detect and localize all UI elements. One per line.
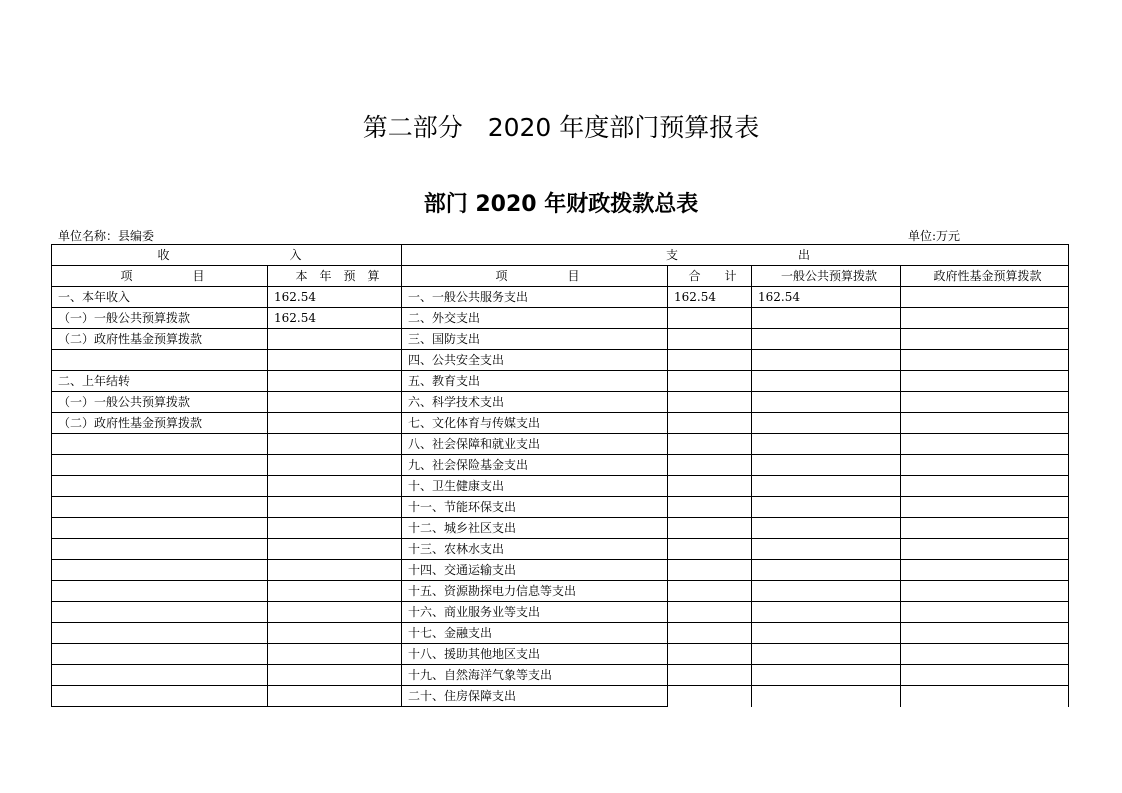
- total-cell: [668, 413, 752, 434]
- table-row: [52, 308, 1069, 329]
- table-row: [52, 644, 1069, 665]
- table-row: [52, 476, 1069, 497]
- income-budget-cell: 162.54: [268, 287, 402, 308]
- table-row: [52, 287, 1069, 308]
- general-budget-header: 一般公共预算拨款: [752, 266, 901, 287]
- fund-budget-cell: [901, 329, 1069, 350]
- general-budget-cell: [752, 350, 901, 371]
- income-item-cell: [52, 350, 268, 371]
- table-row: [52, 518, 1069, 539]
- total-cell: [668, 581, 752, 602]
- total-cell: [668, 455, 752, 476]
- general-budget-cell: [752, 644, 901, 665]
- expense-item-cell: 八、社会保障和就业支出: [402, 434, 668, 455]
- expense-item-cell: 四、公共安全支出: [402, 350, 668, 371]
- expense-item-cell: 二、外交支出: [402, 308, 668, 329]
- expense-item-cell: 十七、金融支出: [402, 623, 668, 644]
- total-cell: [668, 371, 752, 392]
- fund-budget-cell: [901, 371, 1069, 392]
- table-row: [52, 371, 1069, 392]
- income-item-cell: [52, 434, 268, 455]
- table-row: [52, 665, 1069, 686]
- income-item-header: 项 目: [52, 266, 268, 287]
- fund-budget-cell: [901, 686, 1069, 707]
- expense-item-cell: 十一、节能环保支出: [402, 497, 668, 518]
- expense-item-cell: 十四、交通运输支出: [402, 560, 668, 581]
- income-item-cell: [52, 602, 268, 623]
- budget-table: [51, 244, 1069, 707]
- general-budget-cell: 162.54: [752, 287, 901, 308]
- table-row: [52, 602, 1069, 623]
- header-row-2: [52, 266, 1069, 287]
- fund-budget-header: 政府性基金预算拨款: [901, 266, 1069, 287]
- table-row: [52, 434, 1069, 455]
- expense-item-cell: 十九、自然海洋气象等支出: [402, 665, 668, 686]
- total-cell: [668, 644, 752, 665]
- income-item-cell: [52, 623, 268, 644]
- fund-budget-cell: [901, 434, 1069, 455]
- page-title: 第二部分 2020 年度部门预算报表: [362, 113, 760, 142]
- table-row: [52, 497, 1069, 518]
- fund-budget-cell: [901, 539, 1069, 560]
- income-item-cell: 一、本年收入: [52, 287, 268, 308]
- total-cell: [668, 350, 752, 371]
- total-cell: [668, 434, 752, 455]
- income-budget-cell: [268, 602, 402, 623]
- income-item-cell: （一）一般公共预算拨款: [52, 308, 268, 329]
- income-budget-cell: [268, 560, 402, 581]
- income-header: 收 入: [52, 245, 402, 266]
- header-row-1: [52, 245, 1069, 266]
- table-row: [52, 560, 1069, 581]
- general-budget-cell: [752, 686, 901, 707]
- total-cell: [668, 392, 752, 413]
- total-cell: 162.54: [668, 287, 752, 308]
- table-row: [52, 350, 1069, 371]
- table-title: 部门 2020 年财政拨款总表: [423, 192, 699, 217]
- total-header: 合 计: [668, 266, 752, 287]
- income-item-cell: [52, 476, 268, 497]
- fund-budget-cell: [901, 455, 1069, 476]
- expense-item-cell: 一、一般公共服务支出: [402, 287, 668, 308]
- fund-budget-cell: [901, 350, 1069, 371]
- income-budget-cell: [268, 350, 402, 371]
- total-cell: [668, 518, 752, 539]
- income-item-cell: [52, 644, 268, 665]
- table-row: [52, 413, 1069, 434]
- fund-budget-cell: [901, 518, 1069, 539]
- general-budget-cell: [752, 434, 901, 455]
- unit-name-label: 单位名称：县编委: [58, 229, 155, 243]
- income-budget-cell: [268, 497, 402, 518]
- income-budget-cell: [268, 518, 402, 539]
- total-cell: [668, 497, 752, 518]
- fund-budget-cell: [901, 581, 1069, 602]
- expense-item-cell: 十六、商业服务业等支出: [402, 602, 668, 623]
- fund-budget-cell: [901, 287, 1069, 308]
- income-budget-cell: 162.54: [268, 308, 402, 329]
- expense-item-cell: 三、国防支出: [402, 329, 668, 350]
- expense-item-cell: 十八、援助其他地区支出: [402, 644, 668, 665]
- income-item-cell: 二、上年结转: [52, 371, 268, 392]
- income-item-cell: [52, 497, 268, 518]
- general-budget-cell: [752, 371, 901, 392]
- expense-item-cell: 二十、住房保障支出: [402, 686, 668, 707]
- general-budget-cell: [752, 497, 901, 518]
- general-budget-cell: [752, 665, 901, 686]
- expense-item-cell: 十二、城乡社区支出: [402, 518, 668, 539]
- income-item-cell: [52, 518, 268, 539]
- income-budget-cell: [268, 329, 402, 350]
- income-item-cell: [52, 581, 268, 602]
- total-cell: [668, 476, 752, 497]
- fund-budget-cell: [901, 602, 1069, 623]
- income-item-cell: [52, 455, 268, 476]
- general-budget-cell: [752, 623, 901, 644]
- total-cell: [668, 308, 752, 329]
- general-budget-cell: [752, 518, 901, 539]
- income-item-cell: [52, 560, 268, 581]
- income-item-cell: [52, 686, 268, 707]
- income-item-cell: （二）政府性基金预算拨款: [52, 413, 268, 434]
- total-cell: [668, 602, 752, 623]
- income-item-cell: [52, 539, 268, 560]
- income-budget-cell: [268, 623, 402, 644]
- expense-item-cell: 九、社会保险基金支出: [402, 455, 668, 476]
- fund-budget-cell: [901, 497, 1069, 518]
- income-budget-cell: [268, 434, 402, 455]
- total-cell: [668, 560, 752, 581]
- table-row: [52, 539, 1069, 560]
- expense-item-cell: 五、教育支出: [402, 371, 668, 392]
- income-item-cell: （二）政府性基金预算拨款: [52, 329, 268, 350]
- expense-item-cell: 六、科学技术支出: [402, 392, 668, 413]
- table-row: [52, 623, 1069, 644]
- general-budget-cell: [752, 602, 901, 623]
- fund-budget-cell: [901, 623, 1069, 644]
- total-cell: [668, 623, 752, 644]
- table-row: [52, 581, 1069, 602]
- unit-label: 单位:万元: [908, 229, 961, 243]
- income-budget-cell: [268, 581, 402, 602]
- total-cell: [668, 686, 752, 707]
- table-row: [52, 455, 1069, 476]
- general-budget-cell: [752, 581, 901, 602]
- fund-budget-cell: [901, 665, 1069, 686]
- income-item-cell: [52, 665, 268, 686]
- general-budget-cell: [752, 392, 901, 413]
- fund-budget-cell: [901, 413, 1069, 434]
- general-budget-cell: [752, 413, 901, 434]
- general-budget-cell: [752, 539, 901, 560]
- income-budget-cell: [268, 413, 402, 434]
- expense-item-cell: 十三、农林水支出: [402, 539, 668, 560]
- income-budget-cell: [268, 644, 402, 665]
- expense-item-cell: 十五、资源勘探电力信息等支出: [402, 581, 668, 602]
- expense-header: 支 出: [402, 245, 1069, 266]
- income-budget-cell: [268, 392, 402, 413]
- fund-budget-cell: [901, 392, 1069, 413]
- general-budget-cell: [752, 329, 901, 350]
- general-budget-cell: [752, 476, 901, 497]
- income-budget-cell: [268, 455, 402, 476]
- budget-header: 本 年 预 算: [268, 266, 402, 287]
- total-cell: [668, 665, 752, 686]
- expense-item-cell: 十、卫生健康支出: [402, 476, 668, 497]
- income-budget-cell: [268, 665, 402, 686]
- total-cell: [668, 539, 752, 560]
- fund-budget-cell: [901, 644, 1069, 665]
- general-budget-cell: [752, 560, 901, 581]
- income-budget-cell: [268, 686, 402, 707]
- expense-item-header: 项 目: [402, 266, 668, 287]
- table-row: [52, 392, 1069, 413]
- income-budget-cell: [268, 371, 402, 392]
- income-budget-cell: [268, 476, 402, 497]
- fund-budget-cell: [901, 560, 1069, 581]
- income-item-cell: （一）一般公共预算拨款: [52, 392, 268, 413]
- general-budget-cell: [752, 455, 901, 476]
- fund-budget-cell: [901, 476, 1069, 497]
- general-budget-cell: [752, 308, 901, 329]
- income-budget-cell: [268, 539, 402, 560]
- expense-item-cell: 七、文化体育与传媒支出: [402, 413, 668, 434]
- total-cell: [668, 329, 752, 350]
- fund-budget-cell: [901, 308, 1069, 329]
- table-row: [52, 329, 1069, 350]
- table-row: [52, 686, 1069, 707]
